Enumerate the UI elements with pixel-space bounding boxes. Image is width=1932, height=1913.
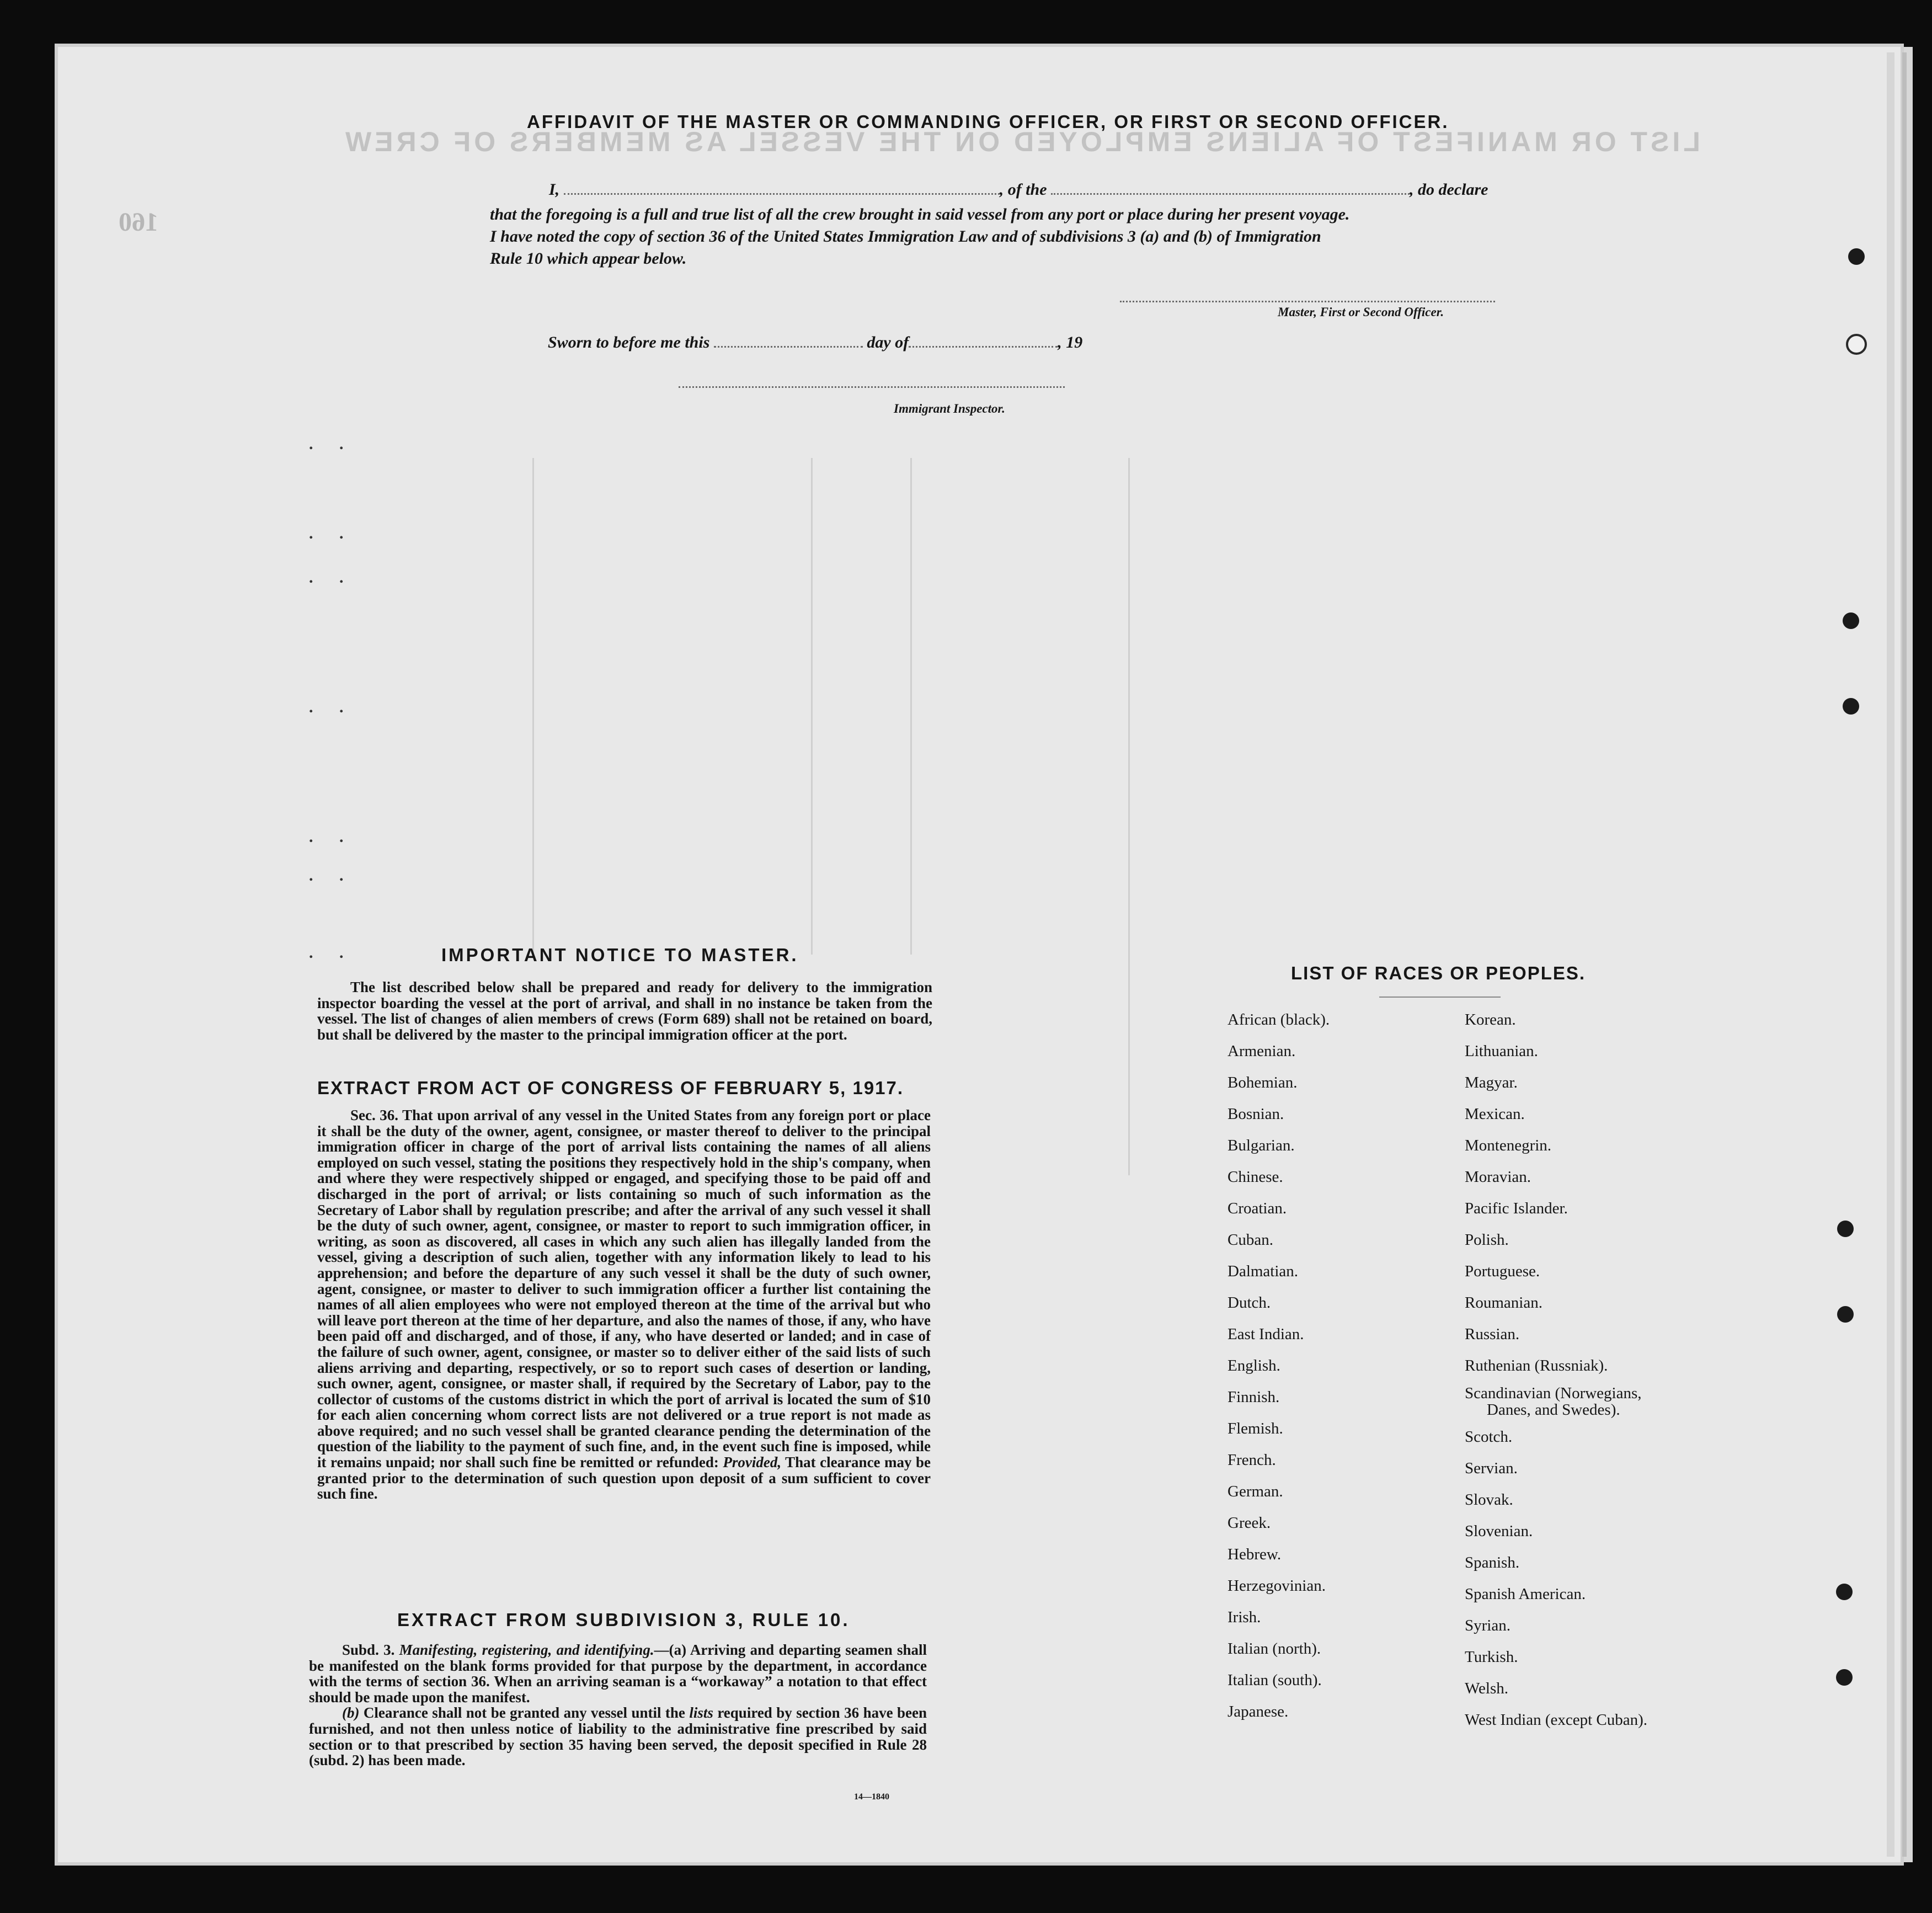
race-item: German.	[1227, 1483, 1283, 1500]
race-item: Bulgarian.	[1227, 1137, 1295, 1154]
race-item: French.	[1227, 1451, 1276, 1469]
race-item: Slovenian.	[1465, 1522, 1533, 1540]
sworn-line	[548, 333, 1082, 352]
race-item-line: Scandinavian (Norwegians,	[1465, 1384, 1642, 1402]
race-item: Ruthenian (Russniak).	[1465, 1357, 1608, 1374]
act-extract-title: EXTRACT FROM ACT OF CONGRESS OF FEBRUARY 5, 1917.	[317, 1078, 904, 1098]
race-item: Bosnian.	[1227, 1105, 1284, 1123]
rule-subd-label: Subd. 3.	[342, 1642, 395, 1658]
act-section-label: Sec. 36.	[350, 1107, 399, 1123]
act-section-text: That upon arrival of any vessel in the United States from any foreign port or place it shall be the duty of the owner, agent, consignee, or master thereof to deliver to the principal immigration officer in charge of the port of arrival lists containing the names of all aliens employed on such vessel, stating the positions they respectively hold in the ship's company, when and where they were respectively shipped or engaged, and specifying those to be paid off and discharged in the port of arrival; or lists containing so much of such information as the Secretary of Labor shall by regulation prescribe; and after the arrival of any such vessel it shall be the duty of such owner, agent, consignee, or master to report to such immigration officer, in writing, as soon as discovered, all cases in which any such alien has illegally landed from the vessel, giving a description of such alien, together with any information likely to lead to his apprehension; and before the departure of any such vessel it shall be the duty of such owner, agent, consignee, or master to deliver to such immigration officer a further list containing the names of all alien employees who were not employed thereon at the time of the arrival but who will leave port thereon at the time of her departure, and also the names of those, if any, who have been paid off and discharged, and of those, if any, who have deserted or landed; and in case of the failure of such owner, agent, consignee, or master so to deliver either of the said lists of such aliens arriving and departing, respectively, or so to report such cases of desertion or landing, such owner, agent, consignee, or master shall, if required by the Secretary of Labor, pay to the collector of customs of the customs district in which the port of arrival is located the sum of $10 for each alien concerning whom correct lists are not delivered or a true report is not made as above required; and no such vessel shall be granted clearance pending the determination of the question of the liability to the payment of such fine, and, in the event such fine is imposed, while it remains unpaid; nor shall such fine be remitted or refunded:	[317, 1107, 931, 1471]
row-marker: . .	[309, 944, 355, 962]
race-item: Flemish.	[1227, 1420, 1283, 1437]
ghost-column-line	[910, 458, 912, 955]
row-marker: . .	[309, 828, 355, 846]
rule-subd-heading: Manifesting, registering, and identifying.	[399, 1642, 654, 1658]
rule-part-b-text1: Clearance shall not be granted any vessel until the	[363, 1704, 685, 1722]
race-item: Pacific Islander.	[1465, 1200, 1568, 1217]
binder-hole	[1843, 698, 1859, 715]
rule-part-b-label: (b)	[342, 1704, 360, 1722]
row-marker: . .	[309, 524, 355, 542]
race-item: Hebrew.	[1227, 1546, 1282, 1563]
race-item: Croatian.	[1227, 1200, 1287, 1217]
act-section-end: That clearance may be granted prior to the determination of such question upon deposit of a sum sufficient to cover such fine.	[317, 1454, 931, 1502]
races-right-column	[1465, 1004, 1647, 1736]
inspector-signature-caption: Immigrant Inspector.	[894, 402, 1005, 415]
notice-body: The list described below shall be prepared and ready for delivery to the immigration inspector boarding the vessel at the port of arrival, and shall in no instance be taken from the vessel. The list of changes of alien members of crews (Form 689) shall not be retained on board, but shall be delivered by the master to the principal immigration officer at the port.	[317, 979, 932, 1043]
race-item: Mexican.	[1465, 1105, 1525, 1123]
ghost-column-line	[1128, 458, 1130, 1175]
binder-hole	[1837, 1221, 1854, 1237]
race-item: Magyar.	[1465, 1074, 1518, 1091]
race-item: Lithuanian.	[1465, 1042, 1538, 1060]
race-item: Bohemian.	[1227, 1074, 1298, 1091]
race-item: Dutch.	[1227, 1294, 1271, 1312]
race-item: Finnish.	[1227, 1388, 1280, 1406]
race-item: Scotch.	[1465, 1428, 1513, 1446]
race-item	[1465, 1382, 1647, 1421]
officer-name-field[interactable]	[564, 193, 1000, 195]
race-item: Italian (north).	[1227, 1640, 1321, 1658]
ghost-column-line	[532, 458, 534, 955]
race-item: Chinese.	[1227, 1168, 1283, 1186]
affidavit-title: AFFIDAVIT OF THE MASTER OR COMMANDING OFFICER, OR FIRST OR SECOND OFFICER.	[527, 111, 1449, 132]
races-left-column	[1227, 1004, 1330, 1728]
row-marker: . .	[309, 698, 355, 716]
affidavit-line4: Rule 10 which appear below.	[490, 249, 687, 268]
sworn-day-field[interactable]	[714, 346, 863, 348]
ghost-column-line	[811, 458, 813, 955]
vessel-name-field[interactable]	[1051, 193, 1410, 195]
race-item: English.	[1227, 1357, 1280, 1374]
race-item: West Indian (except Cuban).	[1465, 1711, 1648, 1729]
rule-extract-title: EXTRACT FROM SUBDIVISION 3, RULE 10.	[397, 1610, 850, 1630]
rule-part-b-lists: lists	[689, 1704, 713, 1722]
race-item: Japanese.	[1227, 1703, 1289, 1720]
inspector-signature-line[interactable]	[679, 386, 1065, 388]
row-marker: . .	[309, 568, 355, 587]
binder-hole	[1848, 248, 1865, 265]
master-signature-line[interactable]	[1120, 301, 1495, 302]
race-item: Montenegrin.	[1465, 1137, 1552, 1154]
sworn-label: Sworn to before me this	[548, 333, 710, 351]
binder-hole	[1836, 1669, 1853, 1686]
races-title-divider	[1379, 997, 1501, 998]
row-marker: . .	[309, 866, 355, 884]
day-of-label: day of	[867, 333, 909, 351]
notice-title: IMPORTANT NOTICE TO MASTER.	[441, 945, 799, 965]
race-item: African (black).	[1227, 1011, 1330, 1029]
race-item: East Indian.	[1227, 1325, 1304, 1343]
race-item: Spanish.	[1465, 1554, 1520, 1571]
affidavit-of-the-label: , of the	[999, 180, 1047, 199]
race-item: Syrian.	[1465, 1617, 1511, 1634]
binder-hole	[1836, 1584, 1853, 1600]
race-item: Portuguese.	[1465, 1262, 1540, 1280]
page-edge	[1902, 52, 1907, 1857]
row-marker: . .	[309, 435, 355, 453]
race-item: Servian.	[1465, 1459, 1518, 1477]
race-item: Welsh.	[1465, 1680, 1509, 1697]
page-edge	[1887, 52, 1894, 1857]
ghost-page-number: 160	[119, 207, 158, 237]
race-item: Armenian.	[1227, 1042, 1296, 1060]
binder-hole	[1837, 1306, 1854, 1323]
race-item: Italian (south).	[1227, 1671, 1322, 1689]
master-signature-caption: Master, First or Second Officer.	[1278, 305, 1444, 319]
race-item: Irish.	[1227, 1608, 1261, 1626]
race-item: Russian.	[1465, 1325, 1520, 1343]
race-item: Polish.	[1465, 1231, 1509, 1249]
affidavit-line2: that the foregoing is a full and true list of all the crew brought in said vessel from any port or place during her present voyage.	[490, 205, 1350, 223]
ghost-header-title: LIST OR MANIFEST OF ALIENS EMPLOYED ON THE VESSEL AS MEMBERS OF CREW	[342, 126, 1700, 157]
race-item: Moravian.	[1465, 1168, 1531, 1186]
race-item: Spanish American.	[1465, 1585, 1586, 1603]
rule-extract-body	[309, 1642, 927, 1768]
rule-part-a: —(a) Arriving and departing seamen shall be manifested on the blank forms provided for that purpose by the department, in accordance with the terms of section 36. When an arriving seaman is a “workaway” a notation to that effect should be made upon the manifest.	[309, 1642, 927, 1706]
affidavit-line3: I have noted the copy of section 36 of the United States Immigration Law and of subdivisions 3 (a) and (b) of Immigration	[490, 227, 1321, 246]
act-extract-body	[317, 1107, 931, 1502]
race-item: Greek.	[1227, 1514, 1271, 1532]
binder-hole	[1843, 612, 1859, 629]
race-item: Slovak.	[1465, 1491, 1513, 1509]
race-item: Turkish.	[1465, 1648, 1518, 1666]
rule-part-b-text2: required by section 36 have been furnished, and not then unless notice of liability to the administrative fine prescribed by said section or to that prescribed by section 35 having been served, the deposit specified in Rule 28 (subd. 2) has been made.	[309, 1704, 927, 1769]
binder-hole	[1846, 334, 1867, 355]
affidavit-i-label: I,	[549, 180, 560, 199]
year-label: , 19	[1058, 333, 1083, 351]
form-number: 14—1840	[854, 1792, 889, 1802]
race-item: Cuban.	[1227, 1231, 1273, 1249]
affidavit-declare-label: , do declare	[1410, 180, 1488, 199]
race-item: Roumanian.	[1465, 1294, 1543, 1312]
races-title: LIST OF RACES OR PEOPLES.	[1291, 963, 1586, 983]
race-item: Herzegovinian.	[1227, 1577, 1326, 1595]
affidavit-declaration-line	[549, 180, 1520, 199]
race-item-line: Danes, and Swedes).	[1487, 1401, 1620, 1419]
sworn-month-field[interactable]	[909, 346, 1058, 348]
act-provided-word: Provided,	[723, 1454, 782, 1471]
race-item: Dalmatian.	[1227, 1262, 1299, 1280]
race-item: Korean.	[1465, 1011, 1516, 1029]
